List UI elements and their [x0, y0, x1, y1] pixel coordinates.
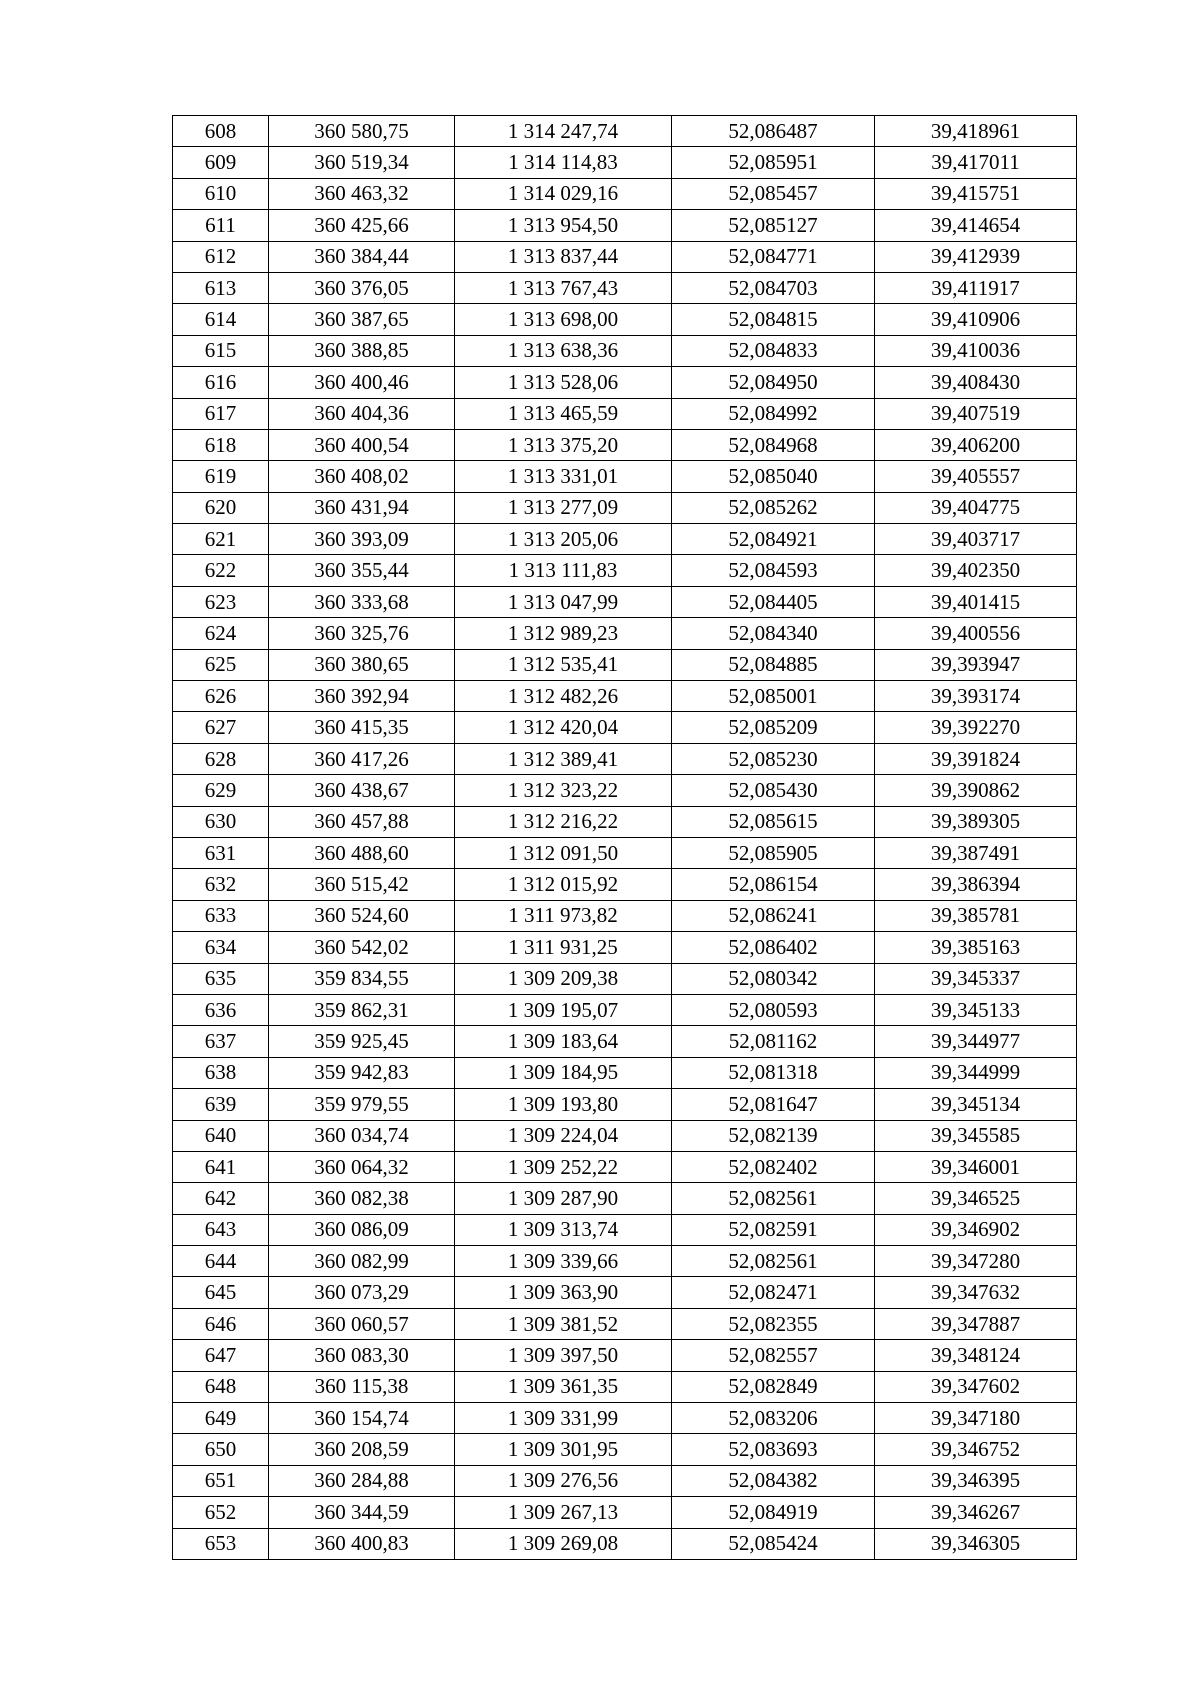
latitude-cell: 52,085230: [672, 743, 875, 774]
latitude-cell: 52,084405: [672, 586, 875, 617]
latitude-cell: 52,085905: [672, 837, 875, 868]
longitude-cell: 39,389305: [875, 806, 1077, 837]
y-coordinate-cell: 1 309 361,35: [455, 1371, 672, 1402]
point-number-cell: 653: [173, 1528, 269, 1559]
latitude-cell: 52,086154: [672, 869, 875, 900]
x-coordinate-cell: 360 400,54: [269, 429, 455, 460]
table-row: [173, 1120, 1077, 1151]
x-coordinate-cell: 360 524,60: [269, 900, 455, 931]
table-row: [173, 649, 1077, 680]
point-number-cell: 628: [173, 743, 269, 774]
latitude-cell: 52,084992: [672, 398, 875, 429]
y-coordinate-cell: 1 312 015,92: [455, 869, 672, 900]
y-coordinate-cell: 1 314 247,74: [455, 116, 672, 147]
x-coordinate-cell: 360 457,88: [269, 806, 455, 837]
longitude-cell: 39,408430: [875, 367, 1077, 398]
x-coordinate-cell: 359 942,83: [269, 1057, 455, 1088]
latitude-cell: 52,084833: [672, 335, 875, 366]
longitude-cell: 39,417011: [875, 147, 1077, 178]
y-coordinate-cell: 1 312 216,22: [455, 806, 672, 837]
x-coordinate-cell: 360 325,76: [269, 618, 455, 649]
x-coordinate-cell: 360 404,36: [269, 398, 455, 429]
y-coordinate-cell: 1 309 339,66: [455, 1246, 672, 1277]
point-number-cell: 633: [173, 900, 269, 931]
table-row: [173, 398, 1077, 429]
table-row: [173, 1434, 1077, 1465]
point-number-cell: 638: [173, 1057, 269, 1088]
longitude-cell: 39,392270: [875, 712, 1077, 743]
point-number-cell: 621: [173, 524, 269, 555]
longitude-cell: 39,406200: [875, 429, 1077, 460]
latitude-cell: 52,082561: [672, 1183, 875, 1214]
y-coordinate-cell: 1 314 029,16: [455, 178, 672, 209]
y-coordinate-cell: 1 309 267,13: [455, 1497, 672, 1528]
table-row: [173, 1277, 1077, 1308]
point-number-cell: 630: [173, 806, 269, 837]
latitude-cell: 52,085262: [672, 492, 875, 523]
point-number-cell: 623: [173, 586, 269, 617]
longitude-cell: 39,387491: [875, 837, 1077, 868]
y-coordinate-cell: 1 312 389,41: [455, 743, 672, 774]
point-number-cell: 648: [173, 1371, 269, 1402]
table-row: [173, 1528, 1077, 1559]
latitude-cell: 52,084885: [672, 649, 875, 680]
longitude-cell: 39,344999: [875, 1057, 1077, 1088]
table-row: [173, 178, 1077, 209]
y-coordinate-cell: 1 309 363,90: [455, 1277, 672, 1308]
x-coordinate-cell: 360 417,26: [269, 743, 455, 774]
point-number-cell: 637: [173, 1026, 269, 1057]
point-number-cell: 635: [173, 963, 269, 994]
table-row: [173, 1308, 1077, 1339]
longitude-cell: 39,414654: [875, 210, 1077, 241]
latitude-cell: 52,085424: [672, 1528, 875, 1559]
y-coordinate-cell: 1 313 698,00: [455, 304, 672, 335]
latitude-cell: 52,085040: [672, 461, 875, 492]
table-row: [173, 272, 1077, 303]
x-coordinate-cell: 359 979,55: [269, 1089, 455, 1120]
x-coordinate-cell: 360 060,57: [269, 1308, 455, 1339]
table-row: [173, 1026, 1077, 1057]
point-number-cell: 609: [173, 147, 269, 178]
point-number-cell: 634: [173, 932, 269, 963]
x-coordinate-cell: 360 086,09: [269, 1214, 455, 1245]
coordinates-table: [172, 115, 1077, 1560]
table-row: [173, 1214, 1077, 1245]
longitude-cell: 39,402350: [875, 555, 1077, 586]
table-row: [173, 1497, 1077, 1528]
point-number-cell: 616: [173, 367, 269, 398]
x-coordinate-cell: 359 925,45: [269, 1026, 455, 1057]
x-coordinate-cell: 360 073,29: [269, 1277, 455, 1308]
table-row: [173, 900, 1077, 931]
table-row: [173, 994, 1077, 1025]
table-row: [173, 335, 1077, 366]
table-row: [173, 367, 1077, 398]
point-number-cell: 640: [173, 1120, 269, 1151]
longitude-cell: 39,404775: [875, 492, 1077, 523]
x-coordinate-cell: 360 463,32: [269, 178, 455, 209]
x-coordinate-cell: 360 400,46: [269, 367, 455, 398]
x-coordinate-cell: 360 034,74: [269, 1120, 455, 1151]
table-row: [173, 210, 1077, 241]
point-number-cell: 620: [173, 492, 269, 523]
y-coordinate-cell: 1 313 954,50: [455, 210, 672, 241]
latitude-cell: 52,084593: [672, 555, 875, 586]
latitude-cell: 52,085457: [672, 178, 875, 209]
longitude-cell: 39,346305: [875, 1528, 1077, 1559]
latitude-cell: 52,082471: [672, 1277, 875, 1308]
y-coordinate-cell: 1 309 269,08: [455, 1528, 672, 1559]
point-number-cell: 632: [173, 869, 269, 900]
y-coordinate-cell: 1 309 301,95: [455, 1434, 672, 1465]
y-coordinate-cell: 1 309 313,74: [455, 1214, 672, 1245]
y-coordinate-cell: 1 312 091,50: [455, 837, 672, 868]
point-number-cell: 645: [173, 1277, 269, 1308]
coordinates-table-body: [173, 116, 1077, 1560]
latitude-cell: 52,082561: [672, 1246, 875, 1277]
x-coordinate-cell: 360 355,44: [269, 555, 455, 586]
longitude-cell: 39,347887: [875, 1308, 1077, 1339]
y-coordinate-cell: 1 309 331,99: [455, 1403, 672, 1434]
table-row: [173, 806, 1077, 837]
latitude-cell: 52,083206: [672, 1403, 875, 1434]
longitude-cell: 39,346902: [875, 1214, 1077, 1245]
table-row: [173, 1089, 1077, 1120]
table-row: [173, 147, 1077, 178]
latitude-cell: 52,085951: [672, 147, 875, 178]
y-coordinate-cell: 1 309 252,22: [455, 1151, 672, 1182]
longitude-cell: 39,410036: [875, 335, 1077, 366]
x-coordinate-cell: 360 115,38: [269, 1371, 455, 1402]
point-number-cell: 651: [173, 1465, 269, 1496]
y-coordinate-cell: 1 313 331,01: [455, 461, 672, 492]
longitude-cell: 39,385781: [875, 900, 1077, 931]
point-number-cell: 646: [173, 1308, 269, 1339]
longitude-cell: 39,346752: [875, 1434, 1077, 1465]
y-coordinate-cell: 1 313 205,06: [455, 524, 672, 555]
longitude-cell: 39,400556: [875, 618, 1077, 649]
table-row: [173, 869, 1077, 900]
longitude-cell: 39,347180: [875, 1403, 1077, 1434]
latitude-cell: 52,080593: [672, 994, 875, 1025]
x-coordinate-cell: 360 064,32: [269, 1151, 455, 1182]
table-row: [173, 1246, 1077, 1277]
latitude-cell: 52,084968: [672, 429, 875, 460]
latitude-cell: 52,082557: [672, 1340, 875, 1371]
latitude-cell: 52,084950: [672, 367, 875, 398]
x-coordinate-cell: 359 834,55: [269, 963, 455, 994]
table-row: [173, 837, 1077, 868]
point-number-cell: 612: [173, 241, 269, 272]
table-row: [173, 1057, 1077, 1088]
longitude-cell: 39,393174: [875, 681, 1077, 712]
table-row: [173, 743, 1077, 774]
point-number-cell: 613: [173, 272, 269, 303]
x-coordinate-cell: 360 488,60: [269, 837, 455, 868]
latitude-cell: 52,082591: [672, 1214, 875, 1245]
x-coordinate-cell: 360 083,30: [269, 1340, 455, 1371]
x-coordinate-cell: 360 376,05: [269, 272, 455, 303]
longitude-cell: 39,412939: [875, 241, 1077, 272]
longitude-cell: 39,345134: [875, 1089, 1077, 1120]
longitude-cell: 39,415751: [875, 178, 1077, 209]
latitude-cell: 52,084771: [672, 241, 875, 272]
x-coordinate-cell: 360 392,94: [269, 681, 455, 712]
y-coordinate-cell: 1 313 375,20: [455, 429, 672, 460]
point-number-cell: 614: [173, 304, 269, 335]
point-number-cell: 643: [173, 1214, 269, 1245]
point-number-cell: 619: [173, 461, 269, 492]
y-coordinate-cell: 1 313 465,59: [455, 398, 672, 429]
table-row: [173, 241, 1077, 272]
latitude-cell: 52,083693: [672, 1434, 875, 1465]
latitude-cell: 52,081647: [672, 1089, 875, 1120]
table-row: [173, 712, 1077, 743]
latitude-cell: 52,086241: [672, 900, 875, 931]
longitude-cell: 39,346001: [875, 1151, 1077, 1182]
y-coordinate-cell: 1 312 989,23: [455, 618, 672, 649]
x-coordinate-cell: 360 425,66: [269, 210, 455, 241]
point-number-cell: 644: [173, 1246, 269, 1277]
x-coordinate-cell: 360 384,44: [269, 241, 455, 272]
point-number-cell: 652: [173, 1497, 269, 1528]
y-coordinate-cell: 1 309 397,50: [455, 1340, 672, 1371]
longitude-cell: 39,393947: [875, 649, 1077, 680]
table-row: [173, 524, 1077, 555]
longitude-cell: 39,345133: [875, 994, 1077, 1025]
x-coordinate-cell: 360 154,74: [269, 1403, 455, 1434]
y-coordinate-cell: 1 309 195,07: [455, 994, 672, 1025]
y-coordinate-cell: 1 309 224,04: [455, 1120, 672, 1151]
point-number-cell: 624: [173, 618, 269, 649]
latitude-cell: 52,084919: [672, 1497, 875, 1528]
point-number-cell: 618: [173, 429, 269, 460]
point-number-cell: 647: [173, 1340, 269, 1371]
latitude-cell: 52,085209: [672, 712, 875, 743]
table-row: [173, 116, 1077, 147]
point-number-cell: 608: [173, 116, 269, 147]
table-row: [173, 618, 1077, 649]
y-coordinate-cell: 1 309 287,90: [455, 1183, 672, 1214]
point-number-cell: 611: [173, 210, 269, 241]
y-coordinate-cell: 1 312 323,22: [455, 775, 672, 806]
y-coordinate-cell: 1 313 638,36: [455, 335, 672, 366]
point-number-cell: 617: [173, 398, 269, 429]
latitude-cell: 52,081162: [672, 1026, 875, 1057]
latitude-cell: 52,084340: [672, 618, 875, 649]
latitude-cell: 52,082849: [672, 1371, 875, 1402]
latitude-cell: 52,085430: [672, 775, 875, 806]
x-coordinate-cell: 360 082,38: [269, 1183, 455, 1214]
table-row: [173, 304, 1077, 335]
point-number-cell: 629: [173, 775, 269, 806]
latitude-cell: 52,084921: [672, 524, 875, 555]
y-coordinate-cell: 1 313 111,83: [455, 555, 672, 586]
point-number-cell: 649: [173, 1403, 269, 1434]
point-number-cell: 636: [173, 994, 269, 1025]
table-row: [173, 775, 1077, 806]
latitude-cell: 52,082139: [672, 1120, 875, 1151]
table-row: [173, 429, 1077, 460]
latitude-cell: 52,080342: [672, 963, 875, 994]
y-coordinate-cell: 1 309 209,38: [455, 963, 672, 994]
longitude-cell: 39,401415: [875, 586, 1077, 617]
longitude-cell: 39,411917: [875, 272, 1077, 303]
x-coordinate-cell: 360 344,59: [269, 1497, 455, 1528]
table-row: [173, 932, 1077, 963]
x-coordinate-cell: 360 082,99: [269, 1246, 455, 1277]
y-coordinate-cell: 1 309 193,80: [455, 1089, 672, 1120]
table-row: [173, 681, 1077, 712]
x-coordinate-cell: 360 393,09: [269, 524, 455, 555]
table-row: [173, 586, 1077, 617]
latitude-cell: 52,085001: [672, 681, 875, 712]
latitude-cell: 52,084815: [672, 304, 875, 335]
longitude-cell: 39,386394: [875, 869, 1077, 900]
x-coordinate-cell: 360 415,35: [269, 712, 455, 743]
longitude-cell: 39,407519: [875, 398, 1077, 429]
y-coordinate-cell: 1 312 535,41: [455, 649, 672, 680]
longitude-cell: 39,344977: [875, 1026, 1077, 1057]
y-coordinate-cell: 1 313 047,99: [455, 586, 672, 617]
longitude-cell: 39,347632: [875, 1277, 1077, 1308]
table-row: [173, 1465, 1077, 1496]
longitude-cell: 39,346267: [875, 1497, 1077, 1528]
table-row: [173, 492, 1077, 523]
longitude-cell: 39,346395: [875, 1465, 1077, 1496]
x-coordinate-cell: 360 388,85: [269, 335, 455, 366]
x-coordinate-cell: 360 580,75: [269, 116, 455, 147]
table-row: [173, 555, 1077, 586]
y-coordinate-cell: 1 309 184,95: [455, 1057, 672, 1088]
longitude-cell: 39,346525: [875, 1183, 1077, 1214]
x-coordinate-cell: 360 519,34: [269, 147, 455, 178]
table-row: [173, 1183, 1077, 1214]
table-row: [173, 1151, 1077, 1182]
latitude-cell: 52,085127: [672, 210, 875, 241]
x-coordinate-cell: 360 431,94: [269, 492, 455, 523]
latitude-cell: 52,082402: [672, 1151, 875, 1182]
x-coordinate-cell: 360 284,88: [269, 1465, 455, 1496]
y-coordinate-cell: 1 312 420,04: [455, 712, 672, 743]
table-row: [173, 1371, 1077, 1402]
y-coordinate-cell: 1 311 973,82: [455, 900, 672, 931]
latitude-cell: 52,082355: [672, 1308, 875, 1339]
point-number-cell: 622: [173, 555, 269, 586]
y-coordinate-cell: 1 313 528,06: [455, 367, 672, 398]
y-coordinate-cell: 1 313 837,44: [455, 241, 672, 272]
table-row: [173, 1403, 1077, 1434]
longitude-cell: 39,348124: [875, 1340, 1077, 1371]
x-coordinate-cell: 359 862,31: [269, 994, 455, 1025]
latitude-cell: 52,086402: [672, 932, 875, 963]
y-coordinate-cell: 1 313 767,43: [455, 272, 672, 303]
y-coordinate-cell: 1 309 381,52: [455, 1308, 672, 1339]
x-coordinate-cell: 360 515,42: [269, 869, 455, 900]
longitude-cell: 39,347280: [875, 1246, 1077, 1277]
y-coordinate-cell: 1 314 114,83: [455, 147, 672, 178]
y-coordinate-cell: 1 309 276,56: [455, 1465, 672, 1496]
longitude-cell: 39,345337: [875, 963, 1077, 994]
x-coordinate-cell: 360 400,83: [269, 1528, 455, 1559]
longitude-cell: 39,418961: [875, 116, 1077, 147]
latitude-cell: 52,086487: [672, 116, 875, 147]
latitude-cell: 52,081318: [672, 1057, 875, 1088]
latitude-cell: 52,085615: [672, 806, 875, 837]
latitude-cell: 52,084382: [672, 1465, 875, 1496]
point-number-cell: 650: [173, 1434, 269, 1465]
y-coordinate-cell: 1 309 183,64: [455, 1026, 672, 1057]
point-number-cell: 642: [173, 1183, 269, 1214]
y-coordinate-cell: 1 312 482,26: [455, 681, 672, 712]
longitude-cell: 39,405557: [875, 461, 1077, 492]
point-number-cell: 615: [173, 335, 269, 366]
latitude-cell: 52,084703: [672, 272, 875, 303]
point-number-cell: 625: [173, 649, 269, 680]
point-number-cell: 627: [173, 712, 269, 743]
x-coordinate-cell: 360 387,65: [269, 304, 455, 335]
point-number-cell: 639: [173, 1089, 269, 1120]
x-coordinate-cell: 360 438,67: [269, 775, 455, 806]
x-coordinate-cell: 360 208,59: [269, 1434, 455, 1465]
table-row: [173, 1340, 1077, 1371]
point-number-cell: 626: [173, 681, 269, 712]
y-coordinate-cell: 1 311 931,25: [455, 932, 672, 963]
x-coordinate-cell: 360 408,02: [269, 461, 455, 492]
x-coordinate-cell: 360 542,02: [269, 932, 455, 963]
longitude-cell: 39,403717: [875, 524, 1077, 555]
x-coordinate-cell: 360 380,65: [269, 649, 455, 680]
point-number-cell: 641: [173, 1151, 269, 1182]
y-coordinate-cell: 1 313 277,09: [455, 492, 672, 523]
longitude-cell: 39,391824: [875, 743, 1077, 774]
longitude-cell: 39,347602: [875, 1371, 1077, 1402]
longitude-cell: 39,410906: [875, 304, 1077, 335]
point-number-cell: 631: [173, 837, 269, 868]
longitude-cell: 39,390862: [875, 775, 1077, 806]
x-coordinate-cell: 360 333,68: [269, 586, 455, 617]
longitude-cell: 39,385163: [875, 932, 1077, 963]
table-row: [173, 461, 1077, 492]
point-number-cell: 610: [173, 178, 269, 209]
table-row: [173, 963, 1077, 994]
longitude-cell: 39,345585: [875, 1120, 1077, 1151]
